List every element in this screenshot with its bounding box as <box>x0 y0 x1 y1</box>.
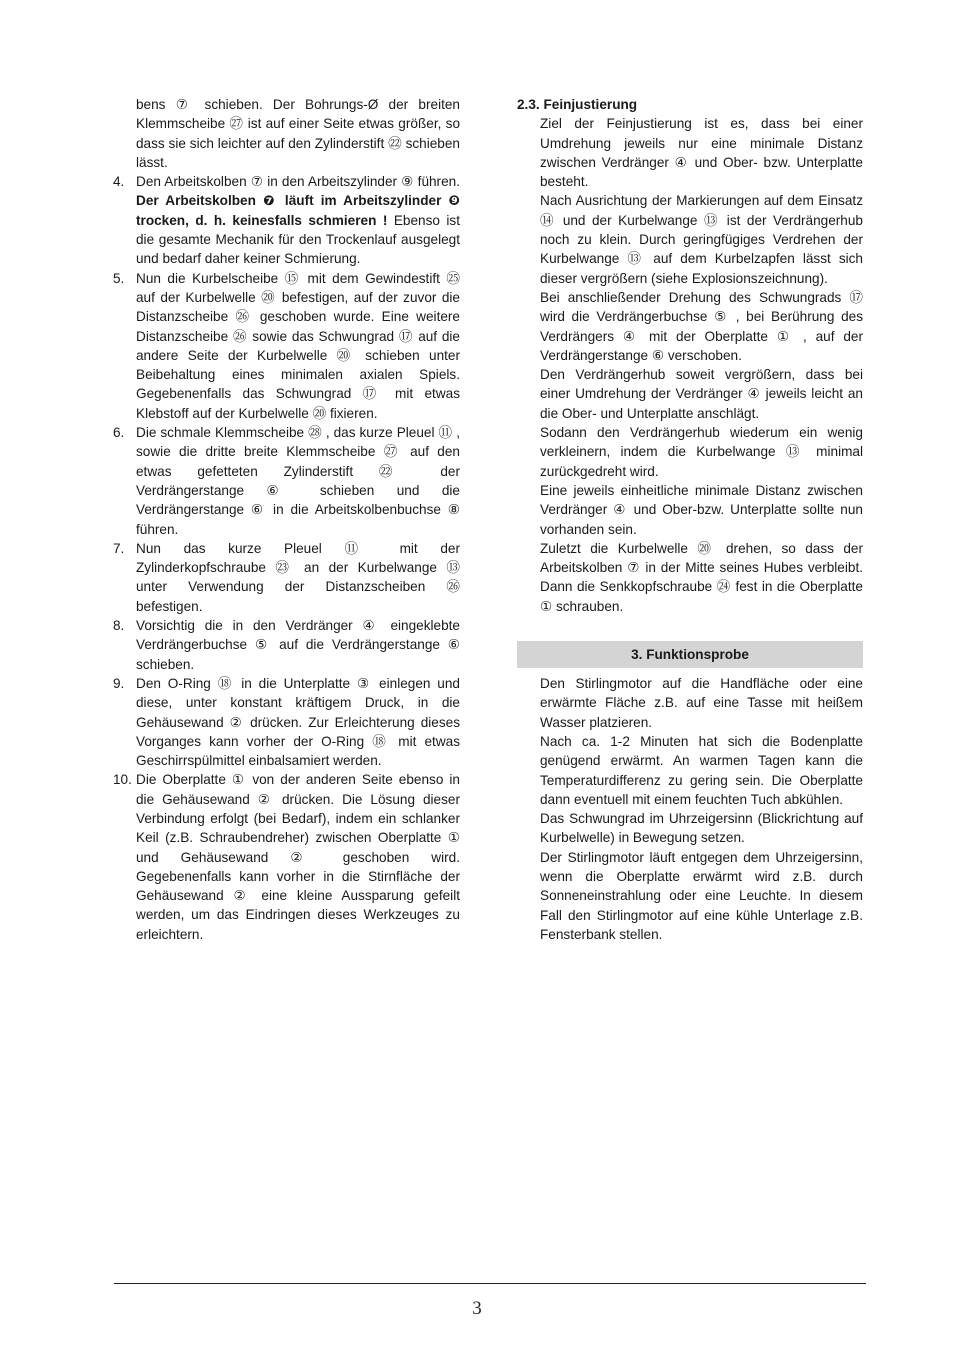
list-number: 6. <box>113 425 125 441</box>
list-text: Vorsichtig die in den Verdränger ④ eingeklebte Verdrängerbuchse ⑤ auf die Verdrängerstange ⑥ schieben. <box>136 618 460 672</box>
list-text: Den O-Ring ⑱ in die Unterplatte ③ einlegen und diese, unter konstant kräftigem Druck, in die Gehäusewand ② drücken. Zur Erleichterung dieses Vorganges kann vorher der O-Ring ⑱ mit etwas Geschirrspülmittel einbalsamiert werden. <box>136 675 460 769</box>
list-item <box>113 539 460 616</box>
paragraph: Bei anschließender Drehung des Schwungrads ⑰ wird die Verdrängerbuchse ⑤ , bei Berührung des Verdrängers ④ mit der Oberplatte ① , auf der Verdrängerstange ⑥ verschoben. <box>540 289 863 363</box>
right-column <box>517 95 863 944</box>
list-number: 7. <box>113 540 125 556</box>
paragraph: Ziel der Feinjustierung ist es, dass bei einer Umdrehung jeweils nur eine minimale Distanz zwischen Verdränger ④ und Ober- bzw. Unterplatte besteht. <box>540 116 863 190</box>
list-text <box>136 172 460 268</box>
paragraph: Den Stirlingmotor auf die Handfläche oder eine erwärmte Fläche z.B. auf eine Tasse mit heißem Wasser platzieren. <box>540 676 863 730</box>
list-number: 5. <box>113 270 125 286</box>
list-item <box>113 674 460 770</box>
footer-rule <box>114 1283 866 1284</box>
list-item <box>113 269 460 423</box>
section-heading-bar: 3. Funktionsprobe <box>517 641 863 668</box>
paragraph: Das Schwungrad im Uhrzeigersinn (Blickrichtung auf Kurbelwelle) in Bewegung setzen. <box>540 811 863 846</box>
paragraph: Den Verdrängerhub soweit vergrößern, dass bei einer Umdrehung der Verdränger ④ jeweils leicht an die Ober- und Unterplatte anschlägt. <box>540 367 863 421</box>
paragraph: Eine jeweils einheitliche minimale Distanz zwischen Verdränger ④ und Ober-bzw. Unterplatte sollte nun vorhanden sein. <box>540 482 863 537</box>
list-item <box>113 423 460 539</box>
paragraph: Nach ca. 1-2 Minuten hat sich die Bodenplatte genügend erwärmt. An warmen Tagen kann die Temperaturdifferenz zu gering sein. Die Oberplatte dann eventuell mit einem feuchten Tuch abkühlen. <box>540 733 863 807</box>
list-text-pre: Den Arbeitskolben ⑦ in den Arbeitszylinder ⑨ führen. <box>136 174 460 190</box>
list-item <box>113 770 460 944</box>
paragraph: Zuletzt die Kurbelwelle ⑳ drehen, so dass der Arbeitskolben ⑦ in der Mitte seines Hubes verbleibt. Dann die Senkkopfschraube ㉔ fest in die Oberplatte ① schrauben. <box>540 540 863 614</box>
page-number: 3 <box>472 1298 482 1319</box>
list-text: Die schmale Klemmscheibe ㉘ , das kurze Pleuel ⑪ , sowie die dritte breite Klemmscheibe ㉗ auf den etwas gefetteten Zylinderstift ㉒ der Verdrängerstange ⑥ schieben und die Verdrängerstange ⑥ in die Arbeitskolbenbuchse ⑧ führen. <box>136 425 460 537</box>
list-number: 8. <box>113 618 125 634</box>
continuation-paragraph: bens ⑦ schieben. Der Bohrungs-Ø der breiten Klemmscheibe ㉗ ist auf einer Seite etwas größer, so dass sie sich leichter auf den Zylinderstift ㉒ schieben lässt. <box>136 97 460 170</box>
list-text: Nun die Kurbelscheibe ⑮ mit dem Gewindestift ㉕ auf der Kurbelwelle ⑳ befestigen, auf der zuvor die Distanzscheibe ㉖ geschoben wurde. Eine weitere Distanzscheibe ㉖ sowie das Schwungrad ⑰ auf die andere Seite der Kurbelwelle ⑳ schieben unter Beibehaltung eines minimalen axialen Spiels. Gegebenenfalls das Schwungrad ⑰ mit etwas Klebstoff auf der Kurbelwelle ⑳ fixieren. <box>136 270 460 421</box>
list-text: Die Oberplatte ① von der anderen Seite ebenso in die Gehäusewand ② drücken. Die Lösung dieser Verbindung erfolgt (bei Bedarf), indem ein schlanker Keil (z.B. Schraubendreher) zwischen Oberplatte ① und Gehäusewand ② geschoben wird. Gegebenenfalls kann vorher in die Stirnfläche der Gehäusewand ② eine kleine Aussparung gefeilt werden, um das Eindringen dieses Werkzeuges zu erleichtern. <box>136 772 460 942</box>
list-item <box>113 616 460 674</box>
left-column <box>113 95 460 944</box>
list-number: 4. <box>113 174 125 190</box>
list-text: Nun das kurze Pleuel ⑪ mit der Zylinderkopfschraube ㉓ an der Kurbelwange ⑬ unter Verwendung der Distanzscheiben ㉖ befestigen. <box>136 540 460 614</box>
list-text-bold: Der Arbeitskolben ❼ läuft im Arbeitszylinder ❾ trocken, d. h. keinesfalls schmieren ! <box>136 193 460 228</box>
paragraph: Der Stirlingmotor läuft entgegen dem Uhrzeigersinn, wenn die Oberplatte erwärmt wird z.B. durch Sonneneinstrahlung oder eine Leuchte. In diesem Fall den Stirlingmotor auf eine kühle Unterlage z.B. Fensterbank stellen. <box>540 849 863 942</box>
list-number: 9. <box>113 675 125 691</box>
subsection-heading: 2.3. Feinjustierung <box>517 97 638 112</box>
paragraph: Sodann den Verdrängerhub wiederum ein wenig verkleinern, indem die Kurbelwange ⑬ minimal zurückgedreht wird. <box>540 425 863 479</box>
paragraph: Nach Ausrichtung der Markierungen auf dem Einsatz ⑭ und der Kurbelwange ⑬ ist der Verdrängerhub noch zu klein. Durch geringfügiges Verdrehen der Kurbelwange ⑬ auf dem Kurbelzapfen lässt sich dieser vergrößern (siehe Explosionszeichnung). <box>540 193 863 286</box>
list-item <box>113 172 460 268</box>
list-number: 10. <box>113 772 132 788</box>
list-text-post: Ebenso ist die gesamte Mechanik für den Trockenlauf ausgelegt und bedarf daher keiner Schmierung. <box>136 212 460 267</box>
